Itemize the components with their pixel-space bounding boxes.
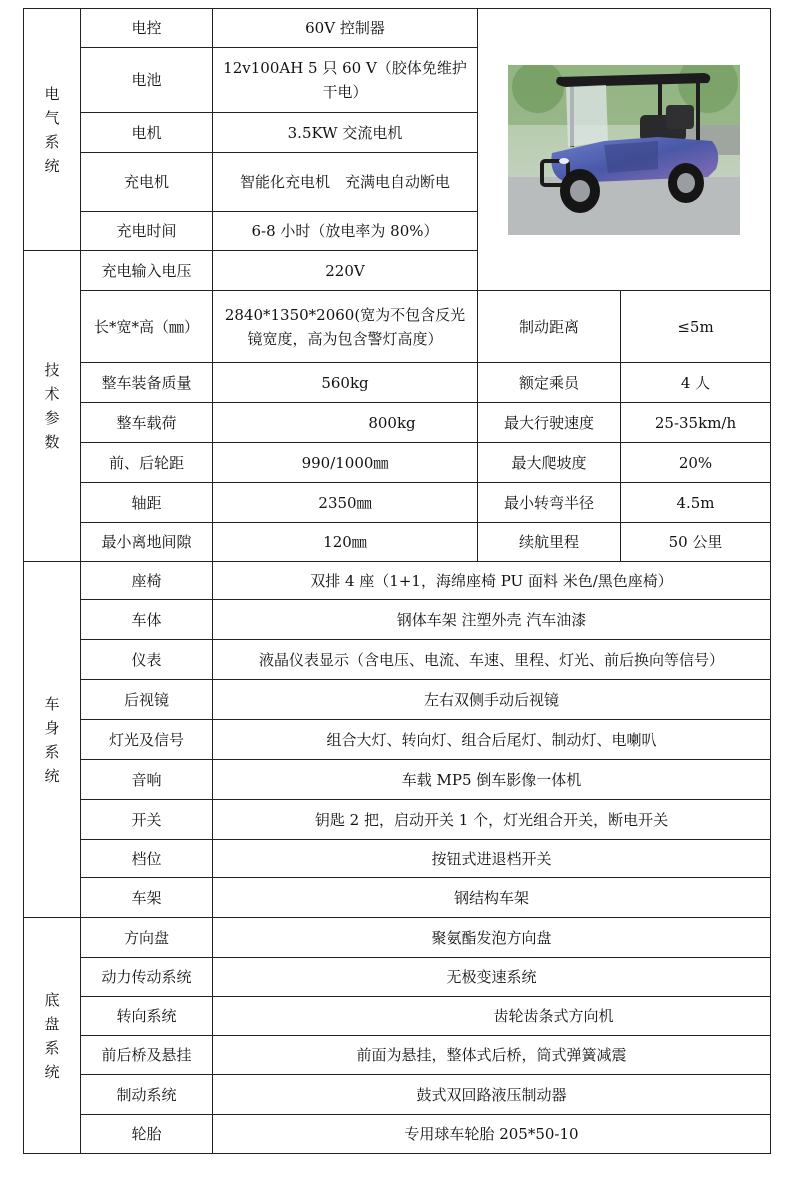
row-label: 灯光及信号	[81, 720, 213, 760]
section-body: 车身系统	[24, 562, 81, 918]
row-label: 充电时间	[81, 212, 213, 251]
row-value: 220V	[213, 251, 478, 291]
row-value-2: 50 公里	[621, 523, 771, 562]
row-label: 电机	[81, 113, 213, 153]
row-value: 120㎜	[213, 523, 478, 562]
row-label: 前后桥及悬挂	[81, 1036, 213, 1075]
row-value: 聚氨酯发泡方向盘	[213, 918, 771, 958]
section-electrical: 电气系统	[24, 9, 81, 251]
row-label-2: 续航里程	[478, 523, 621, 562]
row-value-2: 20%	[621, 443, 771, 483]
spec-table	[23, 8, 771, 1154]
row-label: 轮胎	[81, 1115, 213, 1154]
row-label-2: 额定乘员	[478, 363, 621, 403]
row-label: 动力传动系统	[81, 958, 213, 997]
row-value: 双排 4 座（1+1，海绵座椅 PU 面料 米色/黑色座椅）	[213, 562, 771, 600]
row-value: 按钮式进退档开关	[213, 840, 771, 878]
row-value: 3.5KW 交流电机	[213, 113, 478, 153]
row-value-2: 4.5m	[621, 483, 771, 523]
row-value: 组合大灯、转向灯、组合后尾灯、制动灯、电喇叭	[213, 720, 771, 760]
row-value: 6-8 小时（放电率为 80%）	[213, 212, 478, 251]
row-value: 60V 控制器	[213, 9, 478, 48]
row-value-2: 25-35km/h	[621, 403, 771, 443]
row-value: 800kg	[213, 403, 478, 443]
row-label: 座椅	[81, 562, 213, 600]
row-label: 转向系统	[81, 997, 213, 1036]
row-label: 最小离地间隙	[81, 523, 213, 562]
row-label: 充电输入电压	[81, 251, 213, 291]
row-value: 智能化充电机 充满电自动断电	[213, 153, 478, 212]
row-value: 无极变速系统	[213, 958, 771, 997]
row-label: 电池	[81, 48, 213, 113]
row-label: 开关	[81, 800, 213, 840]
row-label: 档位	[81, 840, 213, 878]
section-technical: 技术参数	[24, 251, 81, 562]
row-label: 车架	[81, 878, 213, 918]
row-value: 鼓式双回路液压制动器	[213, 1075, 771, 1115]
row-value: 液晶仪表显示（含电压、电流、车速、里程、灯光、前后换向等信号）	[213, 640, 771, 680]
row-label: 长*宽*高（㎜）	[81, 291, 213, 363]
row-value-2: 4 人	[621, 363, 771, 403]
row-label-2: 制动距离	[478, 291, 621, 363]
row-value: 钢体车架 注塑外壳 汽车油漆	[213, 600, 771, 640]
row-value: 钢结构车架	[213, 878, 771, 918]
row-value: 钥匙 2 把，启动开关 1 个，灯光组合开关，断电开关	[213, 800, 771, 840]
row-value: 2840*1350*2060(宽为不包含反光镜宽度，高为包含警灯高度）	[213, 291, 478, 363]
row-label: 充电机	[81, 153, 213, 212]
row-value: 560kg	[213, 363, 478, 403]
row-label: 轴距	[81, 483, 213, 523]
row-label: 整车载荷	[81, 403, 213, 443]
section-chassis: 底盘系统	[24, 918, 81, 1154]
row-label: 方向盘	[81, 918, 213, 958]
row-label-2: 最大爬坡度	[478, 443, 621, 483]
row-label-2: 最小转弯半径	[478, 483, 621, 523]
row-label: 车体	[81, 600, 213, 640]
row-label: 仪表	[81, 640, 213, 680]
row-label-2: 最大行驶速度	[478, 403, 621, 443]
row-label: 音响	[81, 760, 213, 800]
row-value: 前面为悬挂，整体式后桥，筒式弹簧减震	[213, 1036, 771, 1075]
row-value: 车载 MP5 倒车影像一体机	[213, 760, 771, 800]
row-value: 左右双侧手动后视镜	[213, 680, 771, 720]
golf-cart-photo	[508, 65, 740, 235]
row-value: 2350㎜	[213, 483, 478, 523]
row-label: 前、后轮距	[81, 443, 213, 483]
row-value-2: ≤5m	[621, 291, 771, 363]
row-label: 后视镜	[81, 680, 213, 720]
row-label: 整车装备质量	[81, 363, 213, 403]
row-value: 齿轮齿条式方向机	[213, 997, 771, 1036]
row-value: 专用球车轮胎 205*50-10	[213, 1115, 771, 1154]
row-label: 电控	[81, 9, 213, 48]
row-label: 制动系统	[81, 1075, 213, 1115]
row-value: 990/1000㎜	[213, 443, 478, 483]
row-value: 12v100AH 5 只 60 V（胶体免维护干电）	[213, 48, 478, 113]
product-photo	[478, 9, 771, 291]
